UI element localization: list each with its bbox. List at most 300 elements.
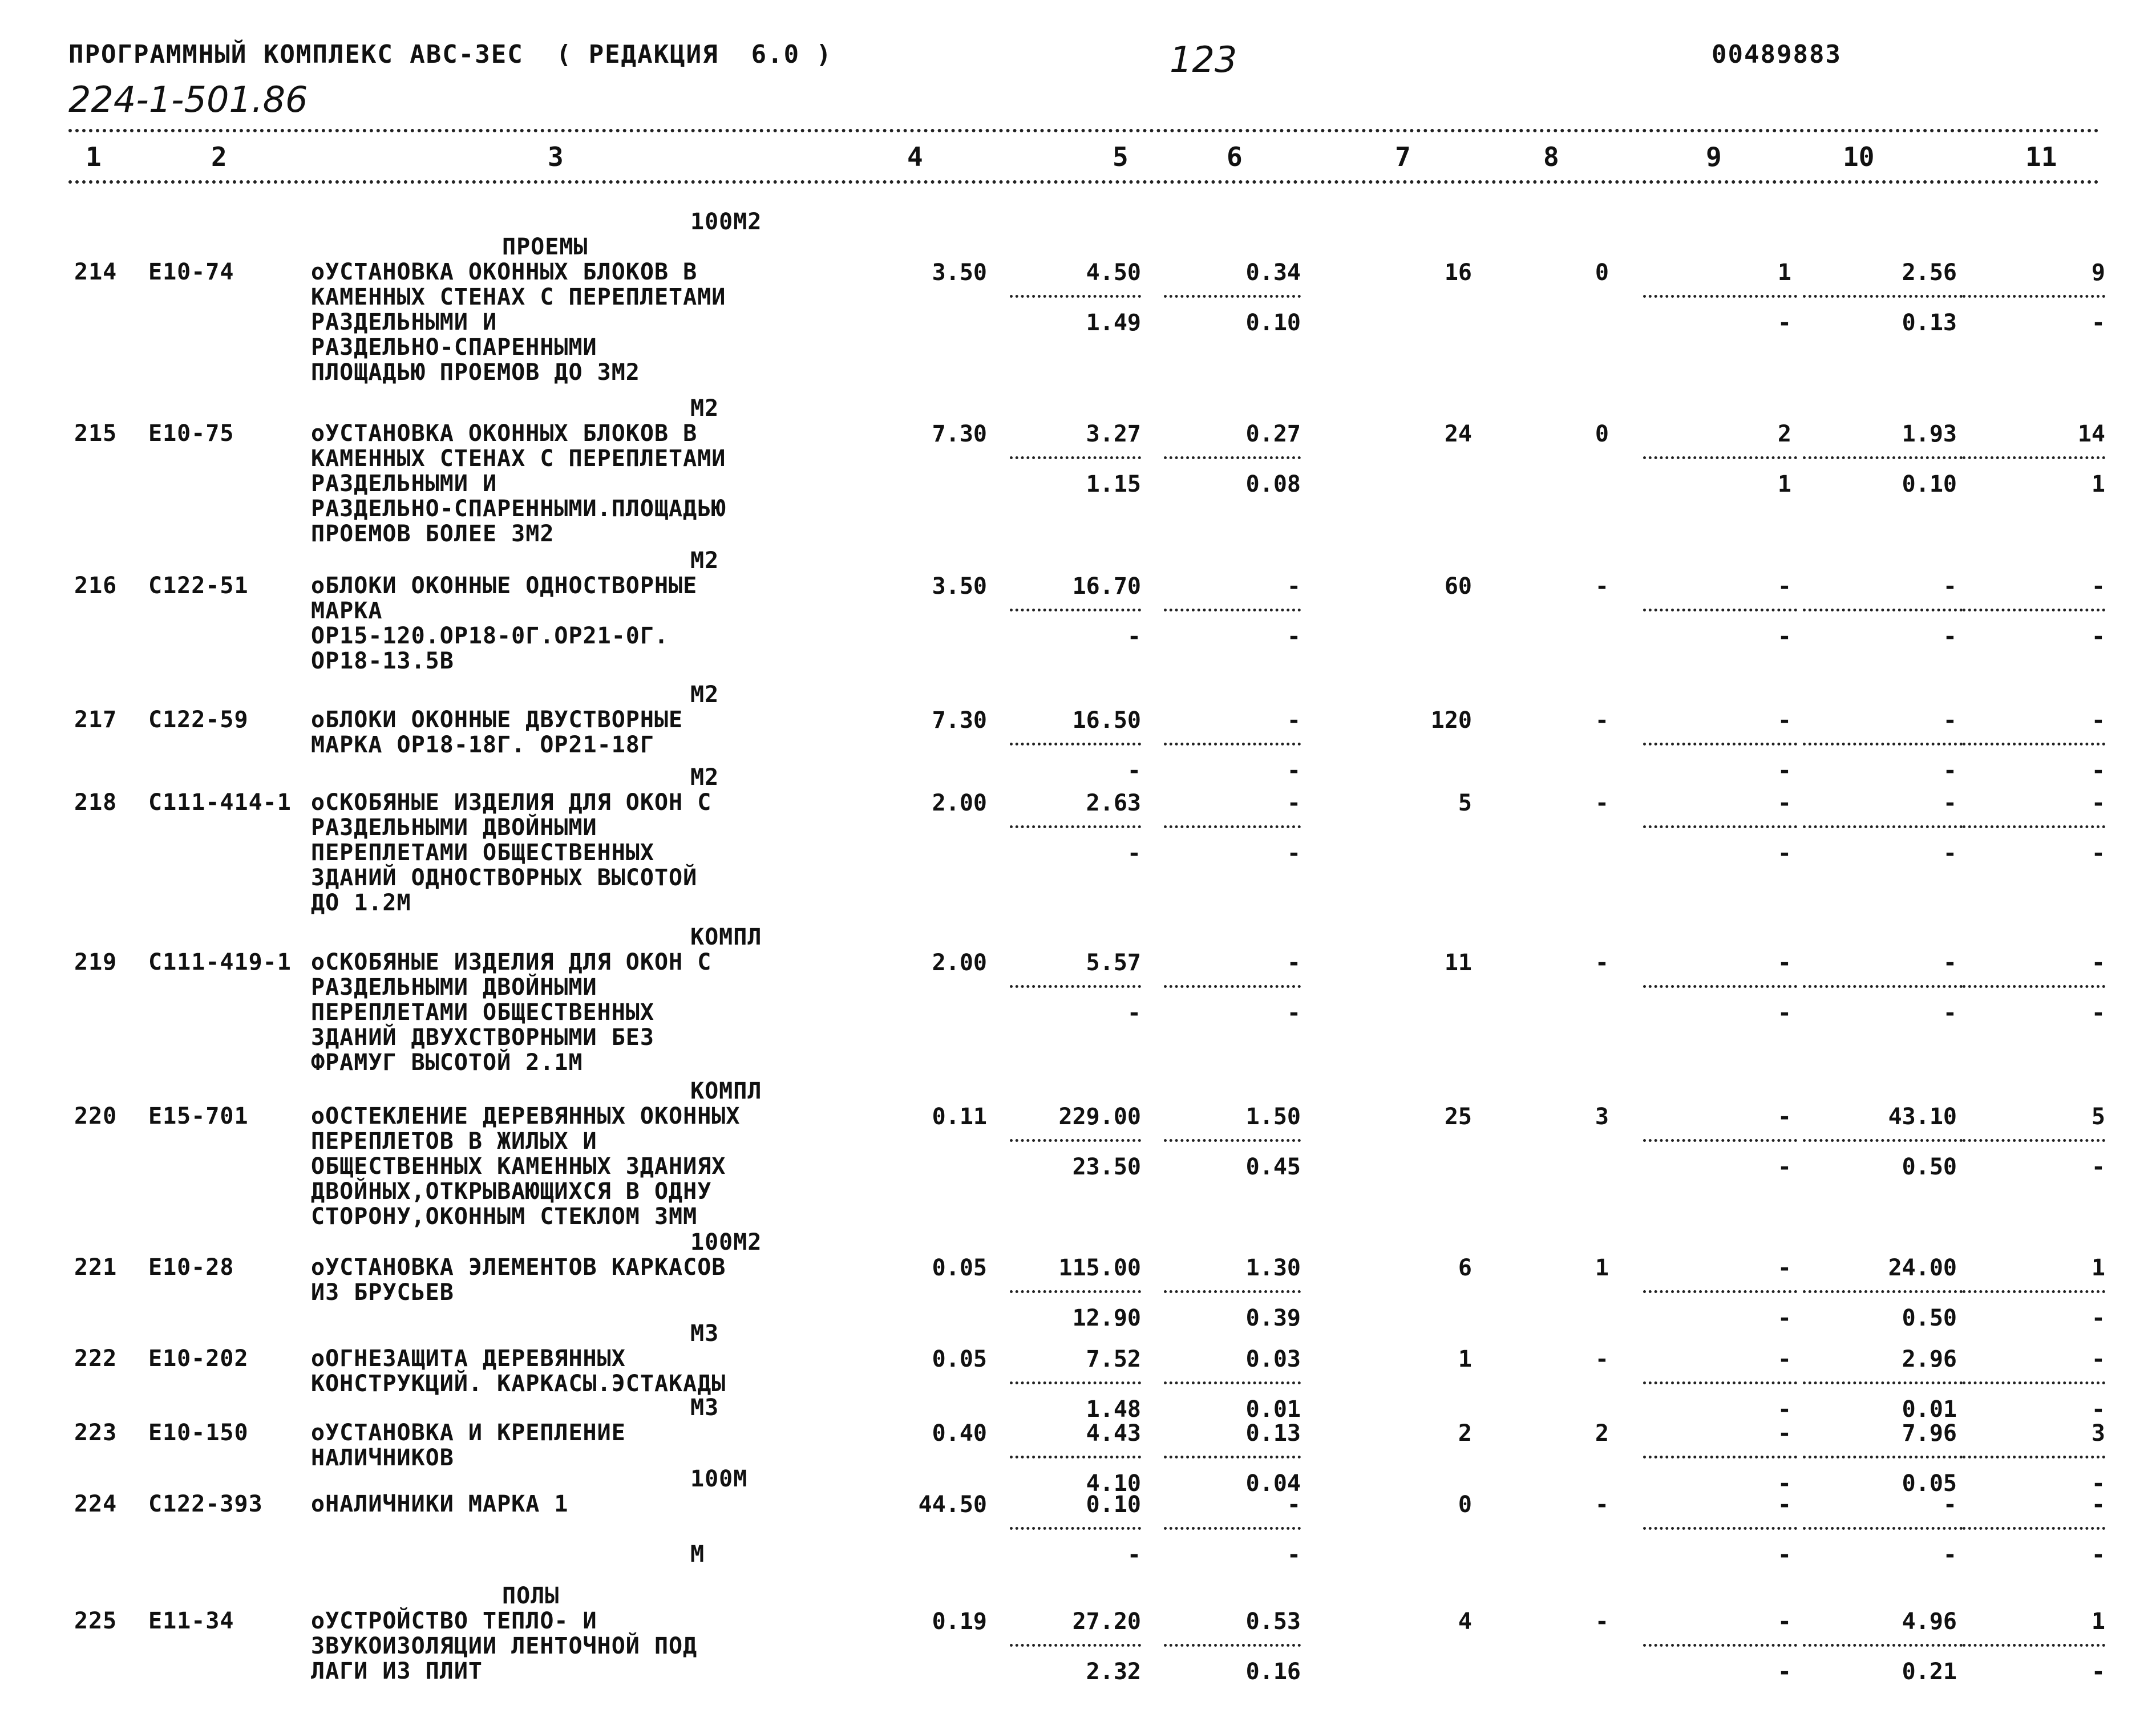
cell-c10b: 0.01 bbox=[1902, 1396, 1957, 1423]
row-description-line: ЗДАНИЙ ОДНОСТВОРНЫХ ВЫСОТОЙ bbox=[311, 865, 698, 891]
row-description-line: РАЗДЕЛЬНО-СПАРЕННЫМИ bbox=[311, 334, 597, 360]
cell-c11: - bbox=[2091, 790, 2105, 816]
cell-c6: 1.50 bbox=[1245, 1104, 1301, 1130]
cell-c9: - bbox=[1777, 1255, 1791, 1281]
cell-c11b: - bbox=[2091, 1305, 2105, 1331]
series-number: 224-1-501.86 bbox=[68, 79, 308, 120]
cell-c9b: - bbox=[1777, 623, 1791, 650]
cell-divider bbox=[1803, 1527, 1963, 1530]
cell-c5: 16.70 bbox=[1072, 573, 1141, 599]
cell-c7: 16 bbox=[1444, 260, 1472, 286]
cell-c5: 7.52 bbox=[1086, 1346, 1141, 1372]
cell-c9b: - bbox=[1777, 1154, 1791, 1180]
cell-divider bbox=[1643, 295, 1797, 298]
document-code: 00489883 bbox=[1712, 40, 1842, 69]
cell-c8: - bbox=[1595, 1608, 1609, 1635]
row-number: 218 bbox=[74, 789, 118, 816]
cell-c5: 115.00 bbox=[1058, 1255, 1141, 1281]
cell-c5b: 23.50 bbox=[1072, 1154, 1141, 1180]
cell-divider bbox=[1803, 456, 1963, 459]
row-description-line: ПЛОЩАДЬЮ ПРОЕМОВ ДО 3М2 bbox=[311, 359, 640, 386]
cell-c6b: - bbox=[1287, 757, 1301, 784]
cell-c9b: - bbox=[1777, 1305, 1791, 1331]
row-description-line: РАЗДЕЛЬНЫМИ ДВОЙНЫМИ bbox=[311, 974, 597, 1000]
cell-divider bbox=[1010, 1527, 1141, 1530]
unit-label: М2 bbox=[690, 395, 719, 422]
row-description-line: ПЕРЕПЛЕТАМИ ОБЩЕСТВЕННЫХ bbox=[311, 840, 654, 866]
row-description-line: ПЕРЕПЛЕТОВ В ЖИЛЫХ И bbox=[311, 1128, 597, 1154]
cell-divider bbox=[1963, 743, 2105, 745]
row-number: 214 bbox=[74, 259, 118, 285]
col-header-8: 8 bbox=[1543, 141, 1559, 172]
cell-c4: 7.30 bbox=[932, 707, 987, 734]
row-description-line: ДВОЙНЫХ,ОТКРЫВАЮЩИХСЯ В ОДНУ bbox=[311, 1178, 712, 1205]
cell-divider bbox=[1963, 1644, 2105, 1647]
row-number: 216 bbox=[74, 573, 118, 599]
cell-c10: - bbox=[1943, 707, 1957, 734]
row-description-line: КОНСТРУКЦИЙ. КАРКАСЫ.ЭСТАКАДЫ bbox=[311, 1371, 726, 1397]
cell-c11b: - bbox=[2091, 757, 2105, 784]
cell-c4: 3.50 bbox=[932, 260, 987, 286]
row-number: 215 bbox=[74, 420, 118, 447]
row-code: С111-414-1 bbox=[148, 789, 292, 816]
section-heading: ПОЛЫ bbox=[502, 1583, 560, 1609]
cell-c8: 1 bbox=[1595, 1255, 1609, 1281]
cell-c11b: - bbox=[2091, 623, 2105, 650]
cell-divider bbox=[1803, 295, 1963, 298]
cell-c8: - bbox=[1595, 950, 1609, 976]
col-header-9: 9 bbox=[1706, 141, 1722, 172]
cell-c6b: 0.08 bbox=[1245, 471, 1301, 497]
row-description-line: оУСТРОЙСТВО ТЕПЛО- И bbox=[311, 1608, 597, 1634]
row-code: Е15-701 bbox=[148, 1103, 249, 1129]
row-description-line: оСКОБЯНЫЕ ИЗДЕЛИЯ ДЛЯ ОКОН С bbox=[311, 789, 712, 816]
cell-c6b: 0.16 bbox=[1245, 1659, 1301, 1685]
cell-c9b: - bbox=[1777, 1470, 1791, 1497]
cell-c5b: 4.10 bbox=[1086, 1470, 1141, 1497]
cell-divider bbox=[1803, 1644, 1963, 1647]
cell-divider bbox=[1963, 1456, 2105, 1458]
cell-divider bbox=[1164, 1381, 1301, 1384]
cell-c6: 0.53 bbox=[1245, 1608, 1301, 1635]
cell-divider bbox=[1010, 456, 1141, 459]
cell-divider bbox=[1010, 1290, 1141, 1293]
cell-c5: 4.50 bbox=[1086, 260, 1141, 286]
row-description-line: оБЛОКИ ОКОННЫЕ ОДНОСТВОРНЫЕ bbox=[311, 573, 698, 599]
cell-divider bbox=[1803, 1456, 1963, 1458]
cell-divider bbox=[1643, 1644, 1797, 1647]
cell-c7: 5 bbox=[1458, 790, 1472, 816]
cell-c5b: - bbox=[1127, 623, 1141, 650]
cell-c7: 6 bbox=[1458, 1255, 1472, 1281]
cell-c5b: - bbox=[1127, 840, 1141, 866]
cell-c6: - bbox=[1287, 1492, 1301, 1518]
cell-divider bbox=[1963, 1381, 2105, 1384]
unit-label: 100М bbox=[690, 1466, 748, 1492]
cell-divider bbox=[1803, 985, 1963, 988]
cell-c10: - bbox=[1943, 573, 1957, 599]
row-description-line: оУСТАНОВКА ОКОННЫХ БЛОКОВ В bbox=[311, 420, 698, 447]
row-code: Е11-34 bbox=[148, 1608, 234, 1634]
cell-c4: 3.50 bbox=[932, 573, 987, 599]
cell-c8: 0 bbox=[1595, 260, 1609, 286]
row-description-line: оУСТАНОВКА И КРЕПЛЕНИЕ bbox=[311, 1420, 626, 1446]
cell-divider bbox=[1643, 609, 1797, 611]
cell-divider bbox=[1963, 609, 2105, 611]
cell-c11b: - bbox=[2091, 1470, 2105, 1497]
cell-c11: - bbox=[2091, 1492, 2105, 1518]
cell-c7: 25 bbox=[1444, 1104, 1472, 1130]
cell-c6b: - bbox=[1287, 623, 1301, 650]
unit-label: М2 bbox=[690, 682, 719, 708]
row-code: Е10-150 bbox=[148, 1420, 249, 1446]
row-description-line: РАЗДЕЛЬНО-СПАРЕННЫМИ.ПЛОЩАДЬЮ bbox=[311, 496, 726, 522]
cell-c7: 24 bbox=[1444, 421, 1472, 447]
cell-divider bbox=[1963, 1527, 2105, 1530]
cell-c11b: - bbox=[2091, 310, 2105, 336]
col-header-2: 2 bbox=[211, 141, 227, 172]
row-code: С122-51 bbox=[148, 573, 249, 599]
cell-c5: 16.50 bbox=[1072, 707, 1141, 734]
cell-c9b: - bbox=[1777, 310, 1791, 336]
cell-c4: 2.00 bbox=[932, 950, 987, 976]
cell-c6b: 0.10 bbox=[1245, 310, 1301, 336]
cell-c6: - bbox=[1287, 707, 1301, 734]
col-header-3: 3 bbox=[548, 141, 564, 172]
cell-c10b: 0.13 bbox=[1902, 310, 1957, 336]
row-description-line: ФРАМУГ ВЫСОТОЙ 2.1М bbox=[311, 1050, 583, 1076]
row-number: 223 bbox=[74, 1420, 118, 1446]
cell-divider bbox=[1010, 1644, 1141, 1647]
cell-c9b: - bbox=[1777, 1000, 1791, 1026]
cell-c10: 7.96 bbox=[1902, 1420, 1957, 1446]
cell-c10: 2.96 bbox=[1902, 1346, 1957, 1372]
row-description-line: ИЗ БРУСЬЕВ bbox=[311, 1279, 454, 1306]
cell-c7: 0 bbox=[1458, 1492, 1472, 1518]
cell-c6: 0.03 bbox=[1245, 1346, 1301, 1372]
cell-c6: 0.27 bbox=[1245, 421, 1301, 447]
cell-divider bbox=[1803, 1381, 1963, 1384]
cell-divider bbox=[1963, 456, 2105, 459]
cell-c7: 11 bbox=[1444, 950, 1472, 976]
program-title: ПРОГРАММНЫЙ КОМПЛЕКС АВС-3ЕС ( РЕДАКЦИЯ 6.0 ) bbox=[68, 40, 833, 69]
cell-c9b: - bbox=[1777, 840, 1791, 866]
row-code: С122-393 bbox=[148, 1491, 263, 1517]
cell-divider bbox=[1963, 1290, 2105, 1293]
row-description-line: оБЛОКИ ОКОННЫЕ ДВУСТВОРНЫЕ bbox=[311, 707, 683, 733]
cell-c9b: - bbox=[1777, 1659, 1791, 1685]
row-description-line: ОБЩЕСТВЕННЫХ КАМЕННЫХ ЗДАНИЯХ bbox=[311, 1153, 726, 1180]
cell-c6b: - bbox=[1287, 840, 1301, 866]
cell-c11b: - bbox=[2091, 1154, 2105, 1180]
cell-c7: 2 bbox=[1458, 1420, 1472, 1446]
cell-divider bbox=[1803, 825, 1963, 828]
cell-c8: 2 bbox=[1595, 1420, 1609, 1446]
cell-c11: 14 bbox=[2077, 421, 2105, 447]
cell-c11b: - bbox=[2091, 1659, 2105, 1685]
row-number: 220 bbox=[74, 1103, 118, 1129]
cell-c9b: - bbox=[1777, 1396, 1791, 1423]
row-code: Е10-28 bbox=[148, 1254, 234, 1281]
cell-c10: - bbox=[1943, 790, 1957, 816]
cell-c10b: - bbox=[1943, 757, 1957, 784]
cell-divider bbox=[1963, 295, 2105, 298]
cell-c11: - bbox=[2091, 950, 2105, 976]
col-header-10: 10 bbox=[1843, 141, 1875, 172]
row-description-line: СТОРОНУ,ОКОННЫМ СТЕКЛОМ 3ММ bbox=[311, 1204, 698, 1230]
col-header-4: 4 bbox=[907, 141, 923, 172]
cell-divider bbox=[1643, 825, 1797, 828]
cell-c6: 0.34 bbox=[1245, 260, 1301, 286]
cell-divider bbox=[1803, 1139, 1963, 1142]
cell-c10b: - bbox=[1943, 840, 1957, 866]
cell-c9: 1 bbox=[1777, 260, 1791, 286]
row-code: С122-59 bbox=[148, 707, 249, 733]
cell-c11: 1 bbox=[2091, 1608, 2105, 1635]
row-description-line: ЗВУКОИЗОЛЯЦИИ ЛЕНТОЧНОЙ ПОД bbox=[311, 1633, 698, 1659]
cell-divider bbox=[1963, 985, 2105, 988]
cell-c11: - bbox=[2091, 707, 2105, 734]
cell-divider bbox=[1164, 456, 1301, 459]
cell-divider bbox=[1010, 609, 1141, 611]
cell-c9: - bbox=[1777, 1420, 1791, 1446]
cell-c5b: - bbox=[1127, 1542, 1141, 1568]
row-description-line: КАМЕННЫХ СТЕНАХ С ПЕРЕПЛЕТАМИ bbox=[311, 284, 726, 310]
row-number: 222 bbox=[74, 1346, 118, 1372]
cell-c6b: 0.45 bbox=[1245, 1154, 1301, 1180]
cell-c10b: 0.05 bbox=[1902, 1470, 1957, 1497]
cell-c6: - bbox=[1287, 950, 1301, 976]
row-description-line: МАРКА ОР18-18Г. ОР21-18Г bbox=[311, 732, 654, 758]
cell-c7: 120 bbox=[1430, 707, 1472, 734]
cell-c10: 1.93 bbox=[1902, 421, 1957, 447]
unit-label: М bbox=[690, 1541, 705, 1567]
cell-c5b: - bbox=[1127, 757, 1141, 784]
row-code: Е10-75 bbox=[148, 420, 234, 447]
row-description-line: ОР15-120.ОР18-0Г.ОР21-0Г. bbox=[311, 623, 669, 649]
cell-c8: - bbox=[1595, 707, 1609, 734]
cell-c7: 1 bbox=[1458, 1346, 1472, 1372]
cell-c10b: 0.10 bbox=[1902, 471, 1957, 497]
cell-c4: 2.00 bbox=[932, 790, 987, 816]
section-heading: ПРОЕМЫ bbox=[502, 234, 588, 260]
cell-divider bbox=[1803, 609, 1963, 611]
row-number: 224 bbox=[74, 1491, 118, 1517]
cell-divider bbox=[1164, 985, 1301, 988]
cell-c11: 1 bbox=[2091, 1255, 2105, 1281]
cell-divider bbox=[1164, 609, 1301, 611]
cell-c6b: 0.01 bbox=[1245, 1396, 1301, 1423]
cell-c6: 0.13 bbox=[1245, 1420, 1301, 1446]
page-number: 123 bbox=[1170, 39, 1237, 80]
cell-divider bbox=[1643, 1381, 1797, 1384]
cell-divider bbox=[1643, 985, 1797, 988]
cell-c11: - bbox=[2091, 573, 2105, 599]
cell-c5: 4.43 bbox=[1086, 1420, 1141, 1446]
cell-c5b: 1.48 bbox=[1086, 1396, 1141, 1423]
col-header-6: 6 bbox=[1227, 141, 1243, 172]
cell-c10b: - bbox=[1943, 623, 1957, 650]
cell-c8: - bbox=[1595, 1492, 1609, 1518]
cell-divider bbox=[1963, 825, 2105, 828]
row-code: Е10-74 bbox=[148, 259, 234, 285]
cell-divider bbox=[1164, 1456, 1301, 1458]
row-description-line: ЗДАНИЙ ДВУХСТВОРНЫМИ БЕЗ bbox=[311, 1024, 654, 1051]
cell-c6: - bbox=[1287, 573, 1301, 599]
cell-c9: - bbox=[1777, 790, 1791, 816]
cell-c6b: - bbox=[1287, 1542, 1301, 1568]
row-description-line: ОР18-13.5В bbox=[311, 648, 454, 674]
unit-label: М2 bbox=[690, 764, 719, 791]
cell-c11: 9 bbox=[2091, 260, 2105, 286]
cell-divider bbox=[1164, 1290, 1301, 1293]
unit-label: КОМПЛ bbox=[690, 924, 762, 950]
col-header-7: 7 bbox=[1395, 141, 1411, 172]
row-description-line: оУСТАНОВКА ЭЛЕМЕНТОВ КАРКАСОВ bbox=[311, 1254, 726, 1281]
cell-c6b: - bbox=[1287, 1000, 1301, 1026]
cell-divider bbox=[1164, 295, 1301, 298]
cell-divider bbox=[1643, 1456, 1797, 1458]
cell-divider bbox=[1010, 1456, 1141, 1458]
row-number: 219 bbox=[74, 949, 118, 975]
row-code: С111-419-1 bbox=[148, 949, 292, 975]
row-description-line: РАЗДЕЛЬНЫМИ И bbox=[311, 309, 497, 335]
cell-divider bbox=[1803, 743, 1963, 745]
row-description-line: РАЗДЕЛЬНЫМИ ДВОЙНЫМИ bbox=[311, 815, 597, 841]
cell-c5b: 12.90 bbox=[1072, 1305, 1141, 1331]
cell-c6b: 0.04 bbox=[1245, 1470, 1301, 1497]
cell-c4: 0.05 bbox=[932, 1255, 987, 1281]
row-description-line: ЛАГИ ИЗ ПЛИТ bbox=[311, 1658, 483, 1684]
cell-c8: - bbox=[1595, 573, 1609, 599]
cell-c5b: - bbox=[1127, 1000, 1141, 1026]
cell-c5: 3.27 bbox=[1086, 421, 1141, 447]
unit-label: 100М2 bbox=[690, 209, 762, 235]
row-code: Е10-202 bbox=[148, 1346, 249, 1372]
cell-c5b: 1.15 bbox=[1086, 471, 1141, 497]
cell-c4: 44.50 bbox=[918, 1492, 987, 1518]
cell-c10b: - bbox=[1943, 1000, 1957, 1026]
cell-divider bbox=[1010, 1381, 1141, 1384]
row-description-line: ПРОЕМОВ БОЛЕЕ 3М2 bbox=[311, 521, 555, 547]
cell-c10: 43.10 bbox=[1888, 1104, 1957, 1130]
cell-c5: 229.00 bbox=[1058, 1104, 1141, 1130]
cell-c8: 3 bbox=[1595, 1104, 1609, 1130]
unit-label: М3 bbox=[690, 1395, 719, 1421]
cell-divider bbox=[1803, 1290, 1963, 1293]
cell-divider bbox=[1010, 295, 1141, 298]
unit-label: КОМПЛ bbox=[690, 1078, 762, 1104]
col-header-5: 5 bbox=[1113, 141, 1128, 172]
table-top-rule bbox=[68, 129, 2100, 132]
cell-c10: - bbox=[1943, 950, 1957, 976]
cell-c9: - bbox=[1777, 707, 1791, 734]
cell-divider bbox=[1164, 825, 1301, 828]
cell-divider bbox=[1010, 1139, 1141, 1142]
row-description-line: оУСТАНОВКА ОКОННЫХ БЛОКОВ В bbox=[311, 259, 698, 285]
cell-c4: 0.19 bbox=[932, 1608, 987, 1635]
row-description-line: оОСТЕКЛЕНИЕ ДЕРЕВЯННЫХ ОКОННЫХ bbox=[311, 1103, 741, 1129]
cell-c5b: 1.49 bbox=[1086, 310, 1141, 336]
row-description-line: оОГНЕЗАЩИТА ДЕРЕВЯННЫХ bbox=[311, 1346, 626, 1372]
unit-label: М2 bbox=[690, 548, 719, 574]
row-description-line: РАЗДЕЛЬНЫМИ И bbox=[311, 471, 497, 497]
row-description-line: КАМЕННЫХ СТЕНАХ С ПЕРЕПЛЕТАМИ bbox=[311, 445, 726, 472]
cell-c9b: - bbox=[1777, 1542, 1791, 1568]
cell-divider bbox=[1643, 743, 1797, 745]
cell-c4: 7.30 bbox=[932, 421, 987, 447]
cell-c11: - bbox=[2091, 1346, 2105, 1372]
cell-c6b: 0.39 bbox=[1245, 1305, 1301, 1331]
table-header-rule bbox=[68, 180, 2100, 184]
cell-c11b: - bbox=[2091, 840, 2105, 866]
row-number: 225 bbox=[74, 1608, 118, 1634]
cell-c11b: - bbox=[2091, 1000, 2105, 1026]
row-number: 221 bbox=[74, 1254, 118, 1281]
cell-c10b: - bbox=[1943, 1542, 1957, 1568]
col-header-1: 1 bbox=[86, 141, 102, 172]
cell-divider bbox=[1643, 1527, 1797, 1530]
row-description-line: НАЛИЧНИКОВ bbox=[311, 1445, 454, 1471]
cell-c11b: - bbox=[2091, 1542, 2105, 1568]
cell-c5: 27.20 bbox=[1072, 1608, 1141, 1635]
cell-c9: - bbox=[1777, 573, 1791, 599]
cell-c9: 2 bbox=[1777, 421, 1791, 447]
cell-c9: - bbox=[1777, 1608, 1791, 1635]
cell-divider bbox=[1643, 456, 1797, 459]
cell-c10b: 0.50 bbox=[1902, 1154, 1957, 1180]
cell-divider bbox=[1643, 1139, 1797, 1142]
cell-divider bbox=[1010, 825, 1141, 828]
col-header-11: 11 bbox=[2025, 141, 2057, 172]
unit-label: 100М2 bbox=[690, 1229, 762, 1255]
cell-c11: 5 bbox=[2091, 1104, 2105, 1130]
cell-c5: 5.57 bbox=[1086, 950, 1141, 976]
cell-divider bbox=[1164, 1139, 1301, 1142]
cell-c5: 2.63 bbox=[1086, 790, 1141, 816]
cell-c9: - bbox=[1777, 1104, 1791, 1130]
cell-c10: - bbox=[1943, 1492, 1957, 1518]
cell-c4: 0.11 bbox=[932, 1104, 987, 1130]
cell-c11b: 1 bbox=[2091, 471, 2105, 497]
cell-divider bbox=[1963, 1139, 2105, 1142]
row-description-line: ПЕРЕПЛЕТАМИ ОБЩЕСТВЕННЫХ bbox=[311, 999, 654, 1026]
cell-divider bbox=[1010, 743, 1141, 745]
row-description-line: ДО 1.2М bbox=[311, 890, 411, 916]
cell-c10b: 0.50 bbox=[1902, 1305, 1957, 1331]
cell-c5b: 2.32 bbox=[1086, 1659, 1141, 1685]
cell-divider bbox=[1643, 1290, 1797, 1293]
cell-c11b: - bbox=[2091, 1396, 2105, 1423]
cell-c6: 1.30 bbox=[1245, 1255, 1301, 1281]
cell-divider bbox=[1010, 985, 1141, 988]
row-description-line: МАРКА bbox=[311, 598, 383, 624]
cell-c7: 60 bbox=[1444, 573, 1472, 599]
cell-c8: - bbox=[1595, 1346, 1609, 1372]
cell-c10: 24.00 bbox=[1888, 1255, 1957, 1281]
unit-label: М3 bbox=[690, 1320, 719, 1347]
cell-c10b: 0.21 bbox=[1902, 1659, 1957, 1685]
cell-c9: - bbox=[1777, 950, 1791, 976]
cell-c6: - bbox=[1287, 790, 1301, 816]
cell-divider bbox=[1164, 1644, 1301, 1647]
cell-c9: - bbox=[1777, 1346, 1791, 1372]
cell-c9: - bbox=[1777, 1492, 1791, 1518]
cell-c8: - bbox=[1595, 790, 1609, 816]
cell-divider bbox=[1164, 743, 1301, 745]
row-number: 217 bbox=[74, 707, 118, 733]
cell-c8: 0 bbox=[1595, 421, 1609, 447]
